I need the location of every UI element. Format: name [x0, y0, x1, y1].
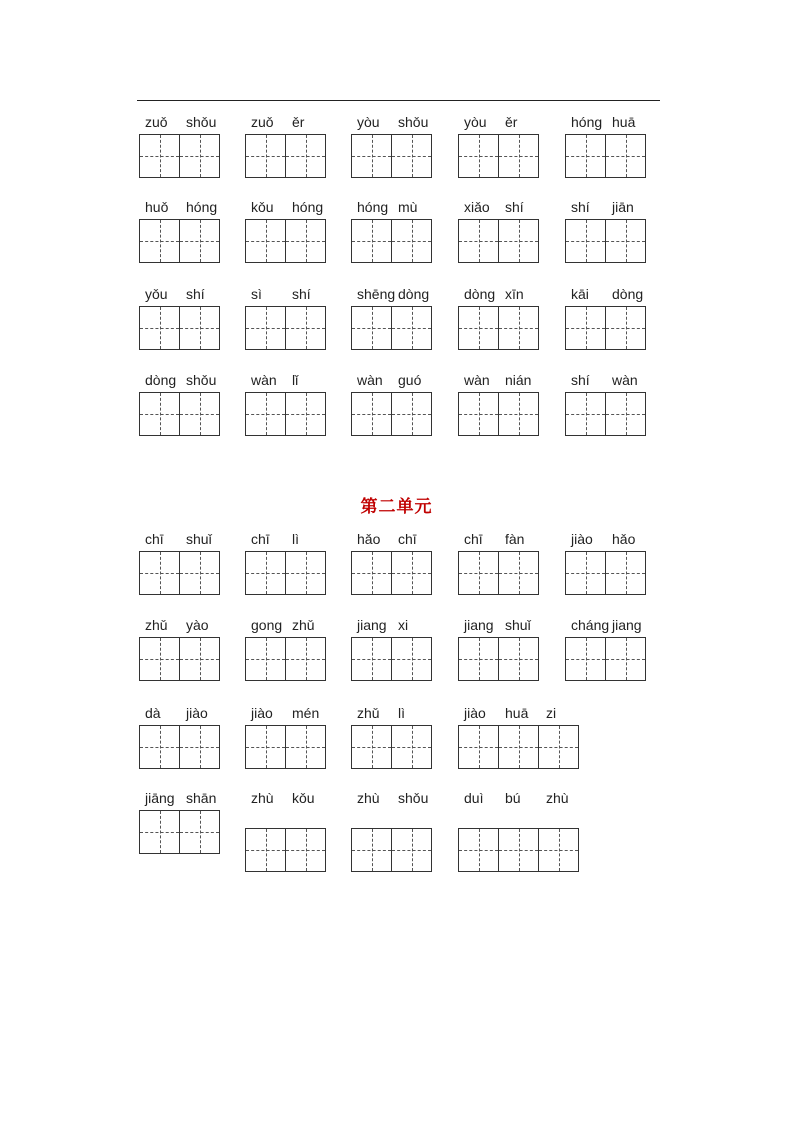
- writing-cell[interactable]: [565, 306, 606, 350]
- pinyin-syllable: huā: [505, 705, 529, 721]
- tianzige-boxes: [458, 725, 579, 769]
- tianzige-boxes: [139, 810, 220, 854]
- writing-cell[interactable]: [179, 637, 220, 681]
- pinyin-syllable: yòu: [357, 114, 380, 130]
- pinyin-syllable: mén: [292, 705, 320, 721]
- writing-cell[interactable]: [351, 725, 392, 769]
- writing-cell[interactable]: [285, 306, 326, 350]
- tianzige-boxes: [245, 306, 326, 350]
- pinyin-syllable: shēng: [357, 286, 396, 302]
- pinyin-syllable: chī: [251, 531, 270, 547]
- pinyin-syllable: hóng: [292, 199, 324, 215]
- tianzige-boxes: [139, 134, 220, 178]
- pinyin-syllable: dòng: [398, 286, 430, 302]
- pinyin-syllable: shǒu: [398, 790, 429, 806]
- section-title: 第二单元: [360, 497, 433, 517]
- writing-cell[interactable]: [179, 551, 220, 595]
- writing-cell[interactable]: [245, 306, 286, 350]
- writing-cell[interactable]: [498, 828, 539, 872]
- tianzige-boxes: [245, 134, 326, 178]
- tianzige-boxes: [565, 551, 646, 595]
- tianzige-boxes: [458, 392, 539, 436]
- writing-cell[interactable]: [285, 551, 326, 595]
- writing-cell[interactable]: [245, 637, 286, 681]
- tianzige-boxes: [565, 219, 646, 263]
- tianzige-boxes: [245, 637, 326, 681]
- pinyin-syllable: xiǎo: [464, 199, 490, 215]
- pinyin-syllable: shǒu: [186, 372, 217, 388]
- writing-cell[interactable]: [139, 306, 180, 350]
- tianzige-boxes: [565, 134, 646, 178]
- writing-cell[interactable]: [605, 219, 646, 263]
- writing-cell[interactable]: [458, 134, 499, 178]
- writing-cell[interactable]: [391, 725, 432, 769]
- writing-cell[interactable]: [565, 134, 606, 178]
- tianzige-boxes: [458, 637, 539, 681]
- writing-cell[interactable]: [605, 134, 646, 178]
- tianzige-boxes: [245, 725, 326, 769]
- pinyin-syllable: zhù: [357, 790, 380, 806]
- tianzige-boxes: [139, 219, 220, 263]
- writing-cell[interactable]: [245, 134, 286, 178]
- writing-cell[interactable]: [285, 134, 326, 178]
- writing-cell[interactable]: [139, 392, 180, 436]
- writing-cell[interactable]: [351, 392, 392, 436]
- writing-cell[interactable]: [245, 725, 286, 769]
- pinyin-syllable: chī: [145, 531, 164, 547]
- pinyin-syllable: xīn: [505, 286, 524, 302]
- pinyin-syllable: shí: [186, 286, 205, 302]
- pinyin-syllable: sì: [251, 286, 262, 302]
- pinyin-syllable: wàn: [251, 372, 277, 388]
- writing-cell[interactable]: [391, 219, 432, 263]
- writing-cell[interactable]: [139, 810, 180, 854]
- writing-cell[interactable]: [179, 306, 220, 350]
- writing-cell[interactable]: [538, 725, 579, 769]
- writing-cell[interactable]: [565, 392, 606, 436]
- writing-cell[interactable]: [179, 725, 220, 769]
- tianzige-boxes: [565, 392, 646, 436]
- pinyin-syllable: jiào: [464, 705, 486, 721]
- writing-cell[interactable]: [391, 134, 432, 178]
- pinyin-syllable: gong: [251, 617, 283, 633]
- writing-cell[interactable]: [139, 219, 180, 263]
- pinyin-syllable: jiào: [186, 705, 208, 721]
- pinyin-syllable: chī: [464, 531, 483, 547]
- writing-cell[interactable]: [179, 219, 220, 263]
- tianzige-boxes: [351, 392, 432, 436]
- writing-cell[interactable]: [458, 306, 499, 350]
- tianzige-boxes: [458, 219, 539, 263]
- writing-cell[interactable]: [458, 637, 499, 681]
- writing-cell[interactable]: [565, 637, 606, 681]
- pinyin-syllable: zhǔ: [357, 705, 380, 721]
- writing-cell[interactable]: [245, 219, 286, 263]
- writing-cell[interactable]: [351, 306, 392, 350]
- writing-cell[interactable]: [391, 828, 432, 872]
- writing-cell[interactable]: [605, 392, 646, 436]
- tianzige-boxes: [351, 134, 432, 178]
- writing-cell[interactable]: [498, 392, 539, 436]
- writing-cell[interactable]: [179, 392, 220, 436]
- tianzige-boxes: [351, 551, 432, 595]
- pinyin-syllable: shí: [571, 199, 590, 215]
- pinyin-syllable: yòu: [464, 114, 487, 130]
- pinyin-syllable: yǒu: [145, 286, 168, 302]
- pinyin-syllable: bú: [505, 790, 521, 806]
- writing-cell[interactable]: [245, 828, 286, 872]
- writing-cell[interactable]: [605, 637, 646, 681]
- pinyin-syllable: ěr: [505, 114, 518, 130]
- pinyin-syllable: shí: [292, 286, 311, 302]
- tianzige-boxes: [245, 828, 326, 872]
- writing-cell[interactable]: [139, 134, 180, 178]
- pinyin-syllable: jiang: [612, 617, 642, 633]
- writing-cell[interactable]: [565, 219, 606, 263]
- pinyin-syllable: jiang: [464, 617, 494, 633]
- pinyin-syllable: jiào: [251, 705, 273, 721]
- writing-cell[interactable]: [139, 551, 180, 595]
- tianzige-boxes: [565, 306, 646, 350]
- writing-cell[interactable]: [498, 637, 539, 681]
- pinyin-syllable: zhǔ: [145, 617, 168, 633]
- pinyin-syllable: dòng: [612, 286, 644, 302]
- writing-cell[interactable]: [245, 392, 286, 436]
- pinyin-syllable: dòng: [145, 372, 177, 388]
- pinyin-syllable: dà: [145, 705, 161, 721]
- writing-cell[interactable]: [565, 551, 606, 595]
- tianzige-boxes: [351, 828, 432, 872]
- writing-cell[interactable]: [498, 551, 539, 595]
- writing-cell[interactable]: [351, 551, 392, 595]
- pinyin-syllable: kāi: [571, 286, 589, 302]
- writing-cell[interactable]: [245, 551, 286, 595]
- pinyin-syllable: jiào: [571, 531, 593, 547]
- writing-cell[interactable]: [351, 637, 392, 681]
- writing-cell[interactable]: [285, 219, 326, 263]
- tianzige-boxes: [245, 219, 326, 263]
- tianzige-boxes: [458, 306, 539, 350]
- pinyin-syllable: jiāng: [145, 790, 175, 806]
- pinyin-syllable: shuǐ: [505, 617, 531, 633]
- pinyin-syllable: zuǒ: [145, 114, 168, 130]
- pinyin-syllable: shí: [505, 199, 524, 215]
- writing-cell[interactable]: [458, 725, 499, 769]
- pinyin-syllable: zhǔ: [292, 617, 315, 633]
- pinyin-syllable: xi: [398, 617, 409, 633]
- pinyin-syllable: zi: [546, 705, 557, 721]
- writing-cell[interactable]: [351, 134, 392, 178]
- pinyin-syllable: hóng: [357, 199, 389, 215]
- pinyin-syllable: chī: [398, 531, 417, 547]
- writing-cell[interactable]: [538, 828, 579, 872]
- tianzige-boxes: [139, 392, 220, 436]
- pinyin-syllable: duì: [464, 790, 484, 806]
- tianzige-boxes: [139, 551, 220, 595]
- pinyin-syllable: mù: [398, 199, 418, 215]
- writing-cell[interactable]: [391, 306, 432, 350]
- pinyin-syllable: lì: [292, 531, 299, 547]
- writing-cell[interactable]: [179, 810, 220, 854]
- writing-cell[interactable]: [351, 828, 392, 872]
- writing-cell[interactable]: [351, 219, 392, 263]
- pinyin-syllable: yào: [186, 617, 209, 633]
- pinyin-syllable: shǒu: [398, 114, 429, 130]
- pinyin-syllable: wàn: [612, 372, 638, 388]
- pinyin-syllable: hóng: [186, 199, 218, 215]
- writing-cell[interactable]: [458, 551, 499, 595]
- pinyin-syllable: lì: [398, 705, 405, 721]
- pinyin-syllable: zhù: [251, 790, 274, 806]
- pinyin-syllable: lǐ: [292, 372, 299, 388]
- pinyin-syllable: wàn: [464, 372, 490, 388]
- pinyin-syllable: jiān: [612, 199, 634, 215]
- pinyin-syllable: ěr: [292, 114, 305, 130]
- pinyin-syllable: jiang: [357, 617, 387, 633]
- writing-cell[interactable]: [458, 392, 499, 436]
- pinyin-syllable: nián: [505, 372, 532, 388]
- pinyin-syllable: zhù: [546, 790, 569, 806]
- pinyin-syllable: fàn: [505, 531, 525, 547]
- pinyin-syllable: hǎo: [357, 531, 381, 547]
- pinyin-syllable: zuǒ: [251, 114, 274, 130]
- writing-cell[interactable]: [179, 134, 220, 178]
- pinyin-syllable: huā: [612, 114, 636, 130]
- tianzige-boxes: [351, 637, 432, 681]
- pinyin-syllable: cháng: [571, 617, 610, 633]
- pinyin-syllable: kǒu: [251, 199, 274, 215]
- writing-cell[interactable]: [285, 637, 326, 681]
- tianzige-boxes: [139, 637, 220, 681]
- pinyin-syllable: huǒ: [145, 199, 169, 215]
- tianzige-boxes: [565, 637, 646, 681]
- writing-cell[interactable]: [391, 392, 432, 436]
- pinyin-syllable: wàn: [357, 372, 383, 388]
- pinyin-syllable: kǒu: [292, 790, 315, 806]
- tianzige-boxes: [139, 725, 220, 769]
- tianzige-boxes: [458, 828, 579, 872]
- writing-cell[interactable]: [285, 828, 326, 872]
- writing-cell[interactable]: [139, 637, 180, 681]
- writing-cell[interactable]: [498, 219, 539, 263]
- tianzige-boxes: [458, 134, 539, 178]
- tianzige-boxes: [351, 725, 432, 769]
- pinyin-syllable: hǎo: [612, 531, 636, 547]
- writing-cell[interactable]: [139, 725, 180, 769]
- tianzige-boxes: [458, 551, 539, 595]
- writing-cell[interactable]: [391, 551, 432, 595]
- tianzige-boxes: [139, 306, 220, 350]
- writing-cell[interactable]: [285, 725, 326, 769]
- writing-cell[interactable]: [498, 134, 539, 178]
- tianzige-boxes: [351, 306, 432, 350]
- pinyin-syllable: shǒu: [186, 114, 217, 130]
- writing-cell[interactable]: [498, 306, 539, 350]
- writing-cell[interactable]: [458, 219, 499, 263]
- writing-cell[interactable]: [498, 725, 539, 769]
- pinyin-syllable: hóng: [571, 114, 603, 130]
- pinyin-syllable: guó: [398, 372, 422, 388]
- pinyin-syllable: shí: [571, 372, 590, 388]
- writing-cell[interactable]: [605, 551, 646, 595]
- writing-cell[interactable]: [458, 828, 499, 872]
- top-rule: [137, 100, 660, 101]
- tianzige-boxes: [245, 392, 326, 436]
- writing-cell[interactable]: [605, 306, 646, 350]
- pinyin-syllable: shuǐ: [186, 531, 212, 547]
- tianzige-boxes: [245, 551, 326, 595]
- writing-cell[interactable]: [285, 392, 326, 436]
- writing-cell[interactable]: [391, 637, 432, 681]
- pinyin-syllable: shān: [186, 790, 217, 806]
- tianzige-boxes: [351, 219, 432, 263]
- pinyin-syllable: dòng: [464, 286, 496, 302]
